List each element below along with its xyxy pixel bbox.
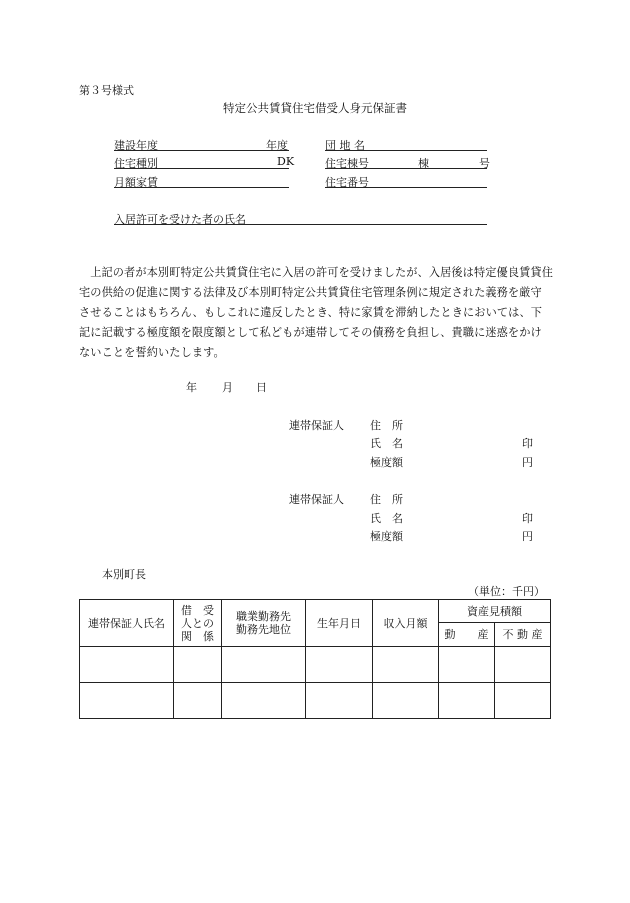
header-occupation	[222, 600, 306, 647]
housing-number-label: 住宅番号	[325, 176, 369, 189]
guarantor-1-limit-label: 極度額	[370, 456, 403, 469]
table-cell	[306, 647, 373, 683]
building-unit-label: 棟	[418, 157, 429, 170]
form-number: 第３号様式	[79, 84, 134, 97]
header-birth-date: 生年月日	[306, 600, 373, 647]
header-movable-property: 動 産	[439, 623, 495, 647]
table-cell	[495, 647, 551, 683]
header-relationship-line-2: 人との	[181, 616, 214, 630]
header-real-estate: 不 動 産	[495, 623, 551, 647]
guarantor-2-address-label: 住 所	[370, 493, 403, 506]
complex-name-line	[325, 150, 487, 151]
guarantor-2-label: 連帯保証人	[289, 493, 344, 506]
table-row	[80, 683, 551, 719]
table-cell	[306, 683, 373, 719]
tenant-name-label: 入居許可を受けた者の氏名	[114, 213, 246, 226]
date-year: 年	[186, 381, 197, 394]
table-cell	[439, 683, 495, 719]
year-unit-label: 年度	[266, 139, 288, 152]
table-cell	[174, 647, 222, 683]
monthly-rent-line	[114, 187, 289, 188]
header-relationship-line-1: 借 受	[181, 603, 214, 617]
construction-year-line	[114, 150, 289, 151]
table-cell	[373, 647, 439, 683]
header-asset-estimate: 資産見積額	[439, 600, 551, 623]
header-monthly-income: 収入月額	[373, 600, 439, 647]
guarantor-1-seal-mark: 印	[522, 437, 533, 450]
header-relationship-line-3: 関 係	[181, 629, 214, 643]
housing-type-label: 住宅種別	[114, 157, 158, 170]
document-title: 特定公共賃貸住宅借受人身元保証書	[223, 101, 407, 115]
table-row	[80, 647, 551, 683]
addressee: 本別町長	[102, 568, 146, 581]
table-cell	[80, 647, 174, 683]
unit-note: （単位：千円）	[468, 585, 545, 598]
table-cell	[80, 683, 174, 719]
table-cell	[174, 683, 222, 719]
guarantor-1-yen-unit: 円	[522, 456, 533, 469]
construction-year-label: 建設年度	[114, 139, 158, 152]
complex-name-label: 団 地 名	[325, 139, 365, 152]
pledge-paragraph: 上記の者が本別町特定公共賃貸住宅に入居の許可を受けましたが、入居後は特定優良賃貸住宅の供給の促進に関する法律及び本別町特定公共賃貸住宅管理条例に規定された義務を厳守させることはもちろん、もしこれに違反したとき、特に家賃を滞納したときにおいては、下記に記載する極度額を限度額として私どもが連帯してその債務を負担し、貴職に迷惑をかけないことを誓約いたします。	[79, 266, 553, 359]
table-cell	[495, 683, 551, 719]
guarantor-1-name-label: 氏 名	[370, 437, 403, 450]
building-number-line	[325, 168, 487, 169]
header-relationship	[174, 600, 222, 647]
guarantor-2-name-label: 氏 名	[370, 512, 403, 525]
building-number-label: 住宅棟号	[325, 157, 369, 170]
tenant-name-line	[114, 224, 487, 225]
guarantor-2-limit-label: 極度額	[370, 530, 403, 543]
guarantor-2-seal-mark: 印	[522, 512, 533, 525]
date-month: 月	[222, 381, 233, 394]
header-guarantor-name: 連帯保証人氏名	[80, 600, 174, 647]
guarantor-table	[79, 599, 551, 719]
table-cell	[373, 683, 439, 719]
table-cell	[222, 647, 306, 683]
date-day: 日	[256, 381, 267, 394]
dk-label: DK	[277, 155, 295, 168]
header-occupation-line-1: 職業勤務先	[236, 610, 291, 623]
housing-type-line	[114, 168, 289, 169]
room-unit-label: 号	[479, 157, 490, 170]
guarantor-2-yen-unit: 円	[522, 530, 533, 543]
housing-number-line	[325, 187, 487, 188]
table-cell	[439, 647, 495, 683]
guarantor-1-address-label: 住 所	[370, 419, 403, 432]
monthly-rent-label: 月額家賃	[114, 176, 158, 189]
header-occupation-line-2: 勤務先地位	[236, 623, 291, 636]
guarantor-1-label: 連帯保証人	[289, 419, 344, 432]
table-cell	[222, 683, 306, 719]
